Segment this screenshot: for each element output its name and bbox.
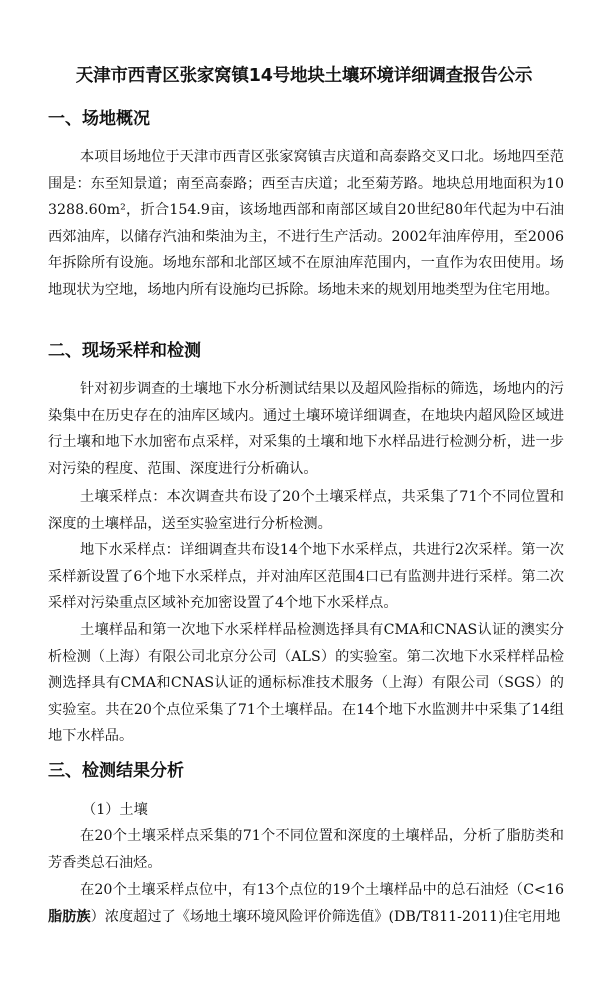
- paragraph-laboratories: 土壤样品和第一次地下水采样样品检测选择具有CMA和CNAS认证的澳实分析检测（上海）有限公司北京分公司（ALS）的实验室。第二次地下水采样样品检测选择具有CMA和CNAS认证的通标标准技术服务（上海）有限公司（SGS）的实验室。共在20个点位采集了71个土壤样品。在14个地下水监测井中采集了14组地下水样品。: [48, 622, 564, 744]
- exceedance-text-start: 在20个土壤采样点位中，有13个点位的19个土壤样品中的总石油烃（C<16: [80, 882, 564, 898]
- exceedance-text-end: ）浓度超过了《场地土壤环境风险评价筛选值》(DB/T811-2011)住宅用地: [90, 908, 561, 925]
- document-title: 天津市西青区张家窝镇14号地块土壤环境详细调查报告公示: [75, 66, 533, 86]
- paragraph-site-overview: 本项目场地位于天津市西青区张家窝镇吉庆道和高泰路交叉口北。场地四至范围是：东至知景道；南至高泰路；西至吉庆道；北至菊芳路。地块总用地面积为103288.60m²，折合154.9亩，该场地西部和南部区域自20世纪80年代起为中石油西郊油库，以储存汽油和柴油为主，不进行生产活动。2002年油库停用，至2006年拆除所有设施。场地东部和北部区域不在原油库范围内，一直作为农田使用。场地现状为空地，场地内所有设施均已拆除。场地未来的规划用地类型为住宅用地。: [48, 149, 564, 298]
- section-heading-sampling: 二、现场采样和检测: [48, 341, 201, 361]
- section-heading-site-overview: 一、场地概况: [48, 109, 150, 129]
- paragraph-soil-sampling-points: 土壤采样点：本次调查共布设了20个土壤采样点，共采集了71个不同位置和深度的土壤样品，送至实验室进行分析检测。: [48, 489, 564, 532]
- paragraph-soil-samples-analysis: 在20个土壤采样点采集的71个不同位置和深度的土壤样品，分析了脂肪类和芳香类总石油烃。: [48, 828, 564, 871]
- paragraph-groundwater-sampling-points: 地下水采样点：详细调查共布设14个地下水采样点，共进行2次采样。第一次采样新设置了6个地下水采样点，并对油库区范围4口已有监测井进行采样。第二次采样对污染重点区域补充加密设置了4个地下水采样点。: [48, 542, 564, 611]
- section-heading-results: 三、检测结果分析: [48, 761, 184, 781]
- exceedance-text-bold: 脂肪族: [48, 908, 91, 925]
- paragraph-soil-exceedance: [48, 877, 564, 930]
- subsection-soil-label: （1）土壤: [82, 802, 148, 818]
- paragraph-sampling-intro: 针对初步调查的土壤地下水分析测试结果以及超风险指标的筛选，场地内的污染集中在历史存在的油库区域内。通过土壤环境详细调查，在地块内超风险区域进行土壤和地下水加密布点采样，对采集的土壤和地下水样品进行检测分析，进一步对污染的程度、范围、深度进行分析确认。: [48, 381, 564, 477]
